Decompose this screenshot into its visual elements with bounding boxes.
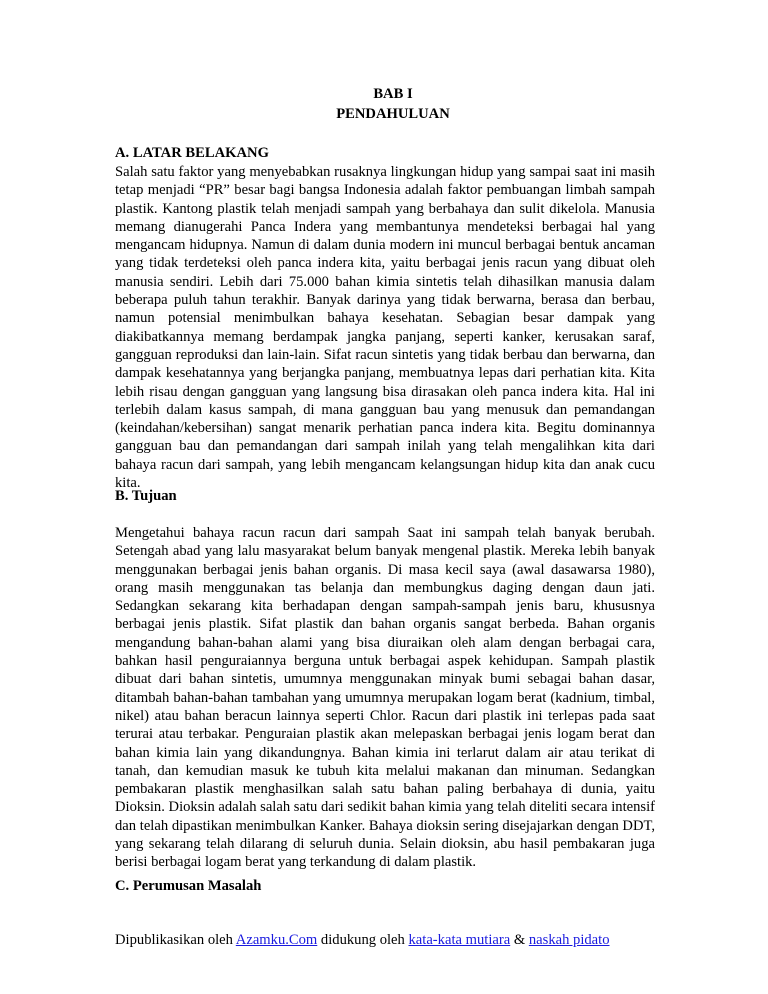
- section-heading: A. LATAR BELAKANG: [115, 145, 269, 161]
- section-latar-belakang: [115, 143, 655, 492]
- azamku-link[interactable]: Azamku.Com: [235, 932, 318, 948]
- chapter-heading: [115, 84, 655, 124]
- section-paragraph: Salah satu faktor yang menyebabkan rusaknya lingkungan hidup yang sampai saat ini masih tetap menjadi “PR” besar bagi bangsa Indonesia adalah faktor pembuangan limbah sampah plastik. Kantong plastik telah menjadi sampah yang berbahaya dan sulit dikelola. Manusia memang dianugerahi Panca Indera yang membantunya mendeteksi berbagai hal yang mengancam hidupnya. Namun di dalam dunia modern ini muncul berbagai bentuk ancaman yang tidak terdeteksi oleh panca indera kita, yaitu berbagai jenis racun yang dibuat oleh manusia sendiri. Lebih dari 75.000 bahan kimia sintetis telah dihasilkan manusia dalam beberapa puluh tahun terakhir. Banyak darinya yang tidak berwarna, berasa dan berbau, namun potensial menimbulkan bahaya kesehatan. Sebagian besar dampak yang diakibatkannya memang berdampak jangka panjang, seperti kanker, kerusakan saraf, gangguan reproduksi dan lain-lain. Sifat racun sintetis yang tidak berbau dan berwarna, dan dampak kesehatannya yang berjangka panjang, membuatnya lepas dari perhatian kita. Kita lebih risau dengan gangguan yang langsung bisa dirasakan oleh panca indera kita. Hal ini terlebih dalam kasus sampah, di mana gangguan bau yang menusuk dan pemandangan (keindahan/kebersihan) sangat menarik perhatian panca indera kita. Begitu dominannya gangguan bau dan pemandangan dari sampah inilah yang telah mengalihkan kita dari bahaya racun dari sampah, yang lebih mengancam kelangsungan hidup kita dan anak cucu kita.: [115, 164, 655, 492]
- chapter-number: BAB I: [373, 86, 413, 102]
- footer-publisher-line: [115, 930, 610, 950]
- section-heading: C. Perumusan Masalah: [115, 878, 262, 894]
- footer-middle: didukung oleh: [317, 932, 409, 948]
- section-perumusan-masalah: [115, 876, 655, 896]
- naskah-pidato-link[interactable]: naskah pidato: [528, 932, 610, 948]
- kata-kata-mutiara-link[interactable]: kata-kata mutiara: [408, 932, 511, 948]
- footer-ampersand: &: [510, 932, 529, 948]
- chapter-title: PENDAHULUAN: [336, 106, 450, 122]
- footer-prefix: Dipublikasikan oleh: [115, 932, 236, 948]
- section-heading: B. Tujuan: [115, 488, 177, 504]
- section-tujuan: [115, 486, 655, 872]
- section-paragraph: Mengetahui bahaya racun racun dari sampah Saat ini sampah telah banyak berubah. Setengah abad yang lalu masyarakat belum banyak mengenal plastik. Mereka lebih banyak menggunakan berbagai jenis bahan organis. Di masa kecil saya (awal dasawarsa 1980), orang masih menggunakan tas belanja dan membungkus daging dengan daun jati. Sedangkan sekarang kita berhadapan dengan sampah-sampah jenis baru, khususnya berbagai jenis plastik. Sifat plastik dan bahan organis sangat berbeda. Bahan organis mengandung bahan-bahan alami yang bisa diuraikan oleh alam dengan berbagai cara, bahkan hasil penguraiannya berguna untuk berbagai aspek kehidupan. Sampah plastik dibuat dari bahan sintetis, umumnya menggunakan minyak bumi sebagai bahan dasar, ditambah bahan-bahan tambahan yang umumnya merupakan logam berat (kadnium, timbal, nikel) atau bahan beracun lainnya seperti Chlor. Racun dari plastik ini terlepas pada saat terurai atau terbakar. Penguraian plastik akan melepaskan berbagai jenis logam berat dan bahan kimia lain yang dikandungnya. Bahan kimia ini terlarut dalam air atau terikat di tanah, dan kemudian masuk ke tubuh kita melalui makanan dan minuman. Sedangkan pembakaran plastik menghasilkan salah satu bahan paling berbahaya di dunia, yaitu Dioksin. Dioksin adalah salah satu dari sedikit bahan kimia yang telah diteliti secara intensif dan telah dipastikan menimbulkan Kanker. Bahaya dioksin sering disejajarkan dengan DDT, yang sekarang telah dilarang di seluruh dunia. Selain dioksin, abu hasil pembakaran juga berisi berbagai logam berat yang terkandung di dalam plastik.: [115, 525, 655, 871]
